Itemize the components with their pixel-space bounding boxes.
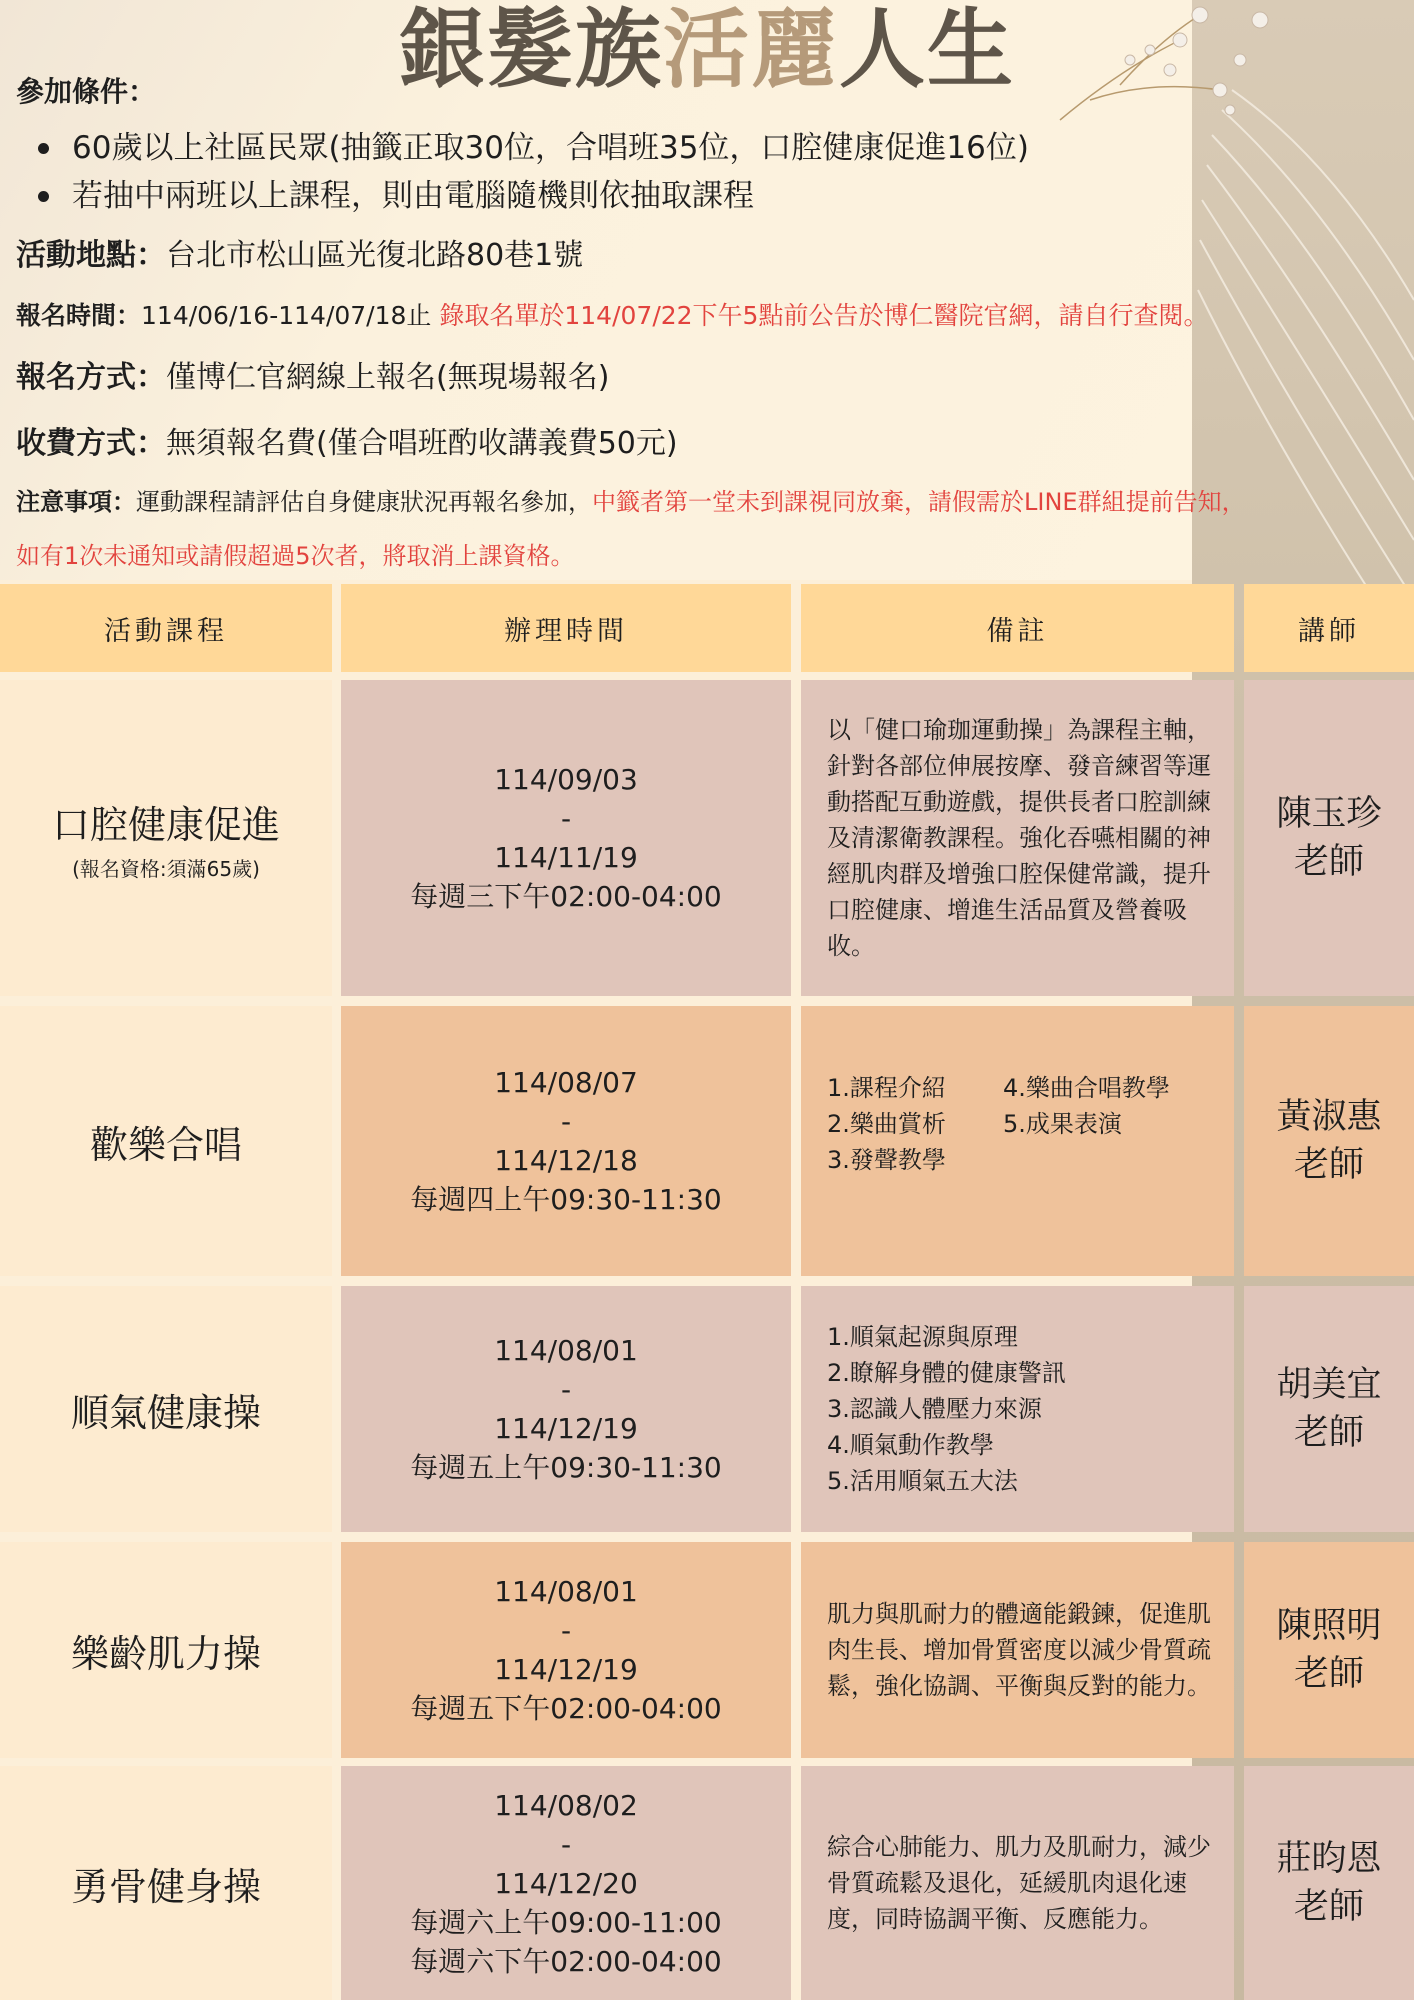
fee-label: 收費方式：: [16, 426, 166, 461]
notes-label: 注意事項：: [16, 488, 136, 516]
page-title: [0, 0, 1414, 100]
header-note: 備註: [801, 584, 1234, 672]
course-cell: [0, 680, 332, 996]
note-cell: [801, 1006, 1234, 1276]
start-date: 114/08/02: [494, 1788, 638, 1822]
notes-warning: 中籤者第一堂未到課視同放棄，請假需於LINE群組提前告知，: [592, 488, 1246, 516]
title-part-1: 銀髮族: [399, 0, 663, 100]
registration-time-line: [16, 296, 1208, 336]
note-text: 肌力與肌耐力的體適能鍛鍊，促進肌肉生長、增加骨質密度以減少骨質疏鬆，強化協調、平衡與反對的能力。: [827, 1600, 1211, 1700]
location-value: 台北市松山區光復北路80巷1號: [166, 238, 584, 273]
note-text: 綜合心肺能力、肌力及肌耐力，減少骨質疏鬆及退化，延緩肌肉退化速度，同時協調平衡、反應能力。: [827, 1833, 1211, 1933]
note-item: 3.發聲教學: [827, 1146, 946, 1174]
note-list: [827, 1319, 1066, 1499]
date-separator: -: [560, 1614, 572, 1647]
note-item: [1003, 1142, 1223, 1178]
note-item: 1.順氣起源與原理: [827, 1323, 1018, 1351]
date-separator: -: [560, 1827, 572, 1861]
note-item: 4.順氣動作教學: [827, 1431, 994, 1459]
teacher-title: 老師: [1293, 1887, 1364, 1927]
start-date: 114/08/01: [494, 1334, 638, 1367]
conditions-heading: [16, 72, 156, 112]
teacher-title: 老師: [1293, 1654, 1364, 1694]
fee-line: [16, 424, 678, 464]
end-date: 114/12/18: [494, 1144, 638, 1177]
date-separator: -: [560, 1105, 572, 1138]
time-cell: [341, 1766, 791, 2000]
registration-time-value: 114/06/16-114/07/18止: [141, 301, 432, 330]
registration-result-notice: 錄取名單於114/07/22下午5點前公告於博仁醫院官網，請自行查閱。: [439, 301, 1209, 330]
time-cell: [341, 680, 791, 996]
note-item: 4.樂曲合唱教學: [1003, 1074, 1170, 1102]
course-name: 口腔健康促進: [51, 803, 280, 847]
course-cell: [0, 1286, 332, 1532]
course-name: 勇骨健身操: [70, 1864, 261, 1909]
weekly-schedule: 每週六下午02:00-04:00: [410, 1944, 722, 1978]
course-cell: [0, 1006, 332, 1276]
weekly-schedule: 每週五下午02:00-04:00: [410, 1692, 722, 1725]
weekly-schedule: 每週三下午02:00-04:00: [410, 880, 722, 913]
teacher-title: 老師: [1293, 842, 1364, 882]
start-date: 114/09/03: [494, 763, 638, 796]
note-list: [827, 1070, 1223, 1178]
note-cell: [801, 1286, 1234, 1532]
notes-warning-cont: 如有1次未通知或請假超過5次者，將取消上課資格。: [16, 542, 575, 570]
note-cell: [801, 1542, 1234, 1758]
course-name: 順氣健康操: [70, 1390, 261, 1435]
start-date: 114/08/01: [494, 1575, 638, 1608]
teacher-cell: [1244, 1006, 1414, 1276]
title-part-3: 人生: [839, 0, 1015, 100]
date-separator: -: [560, 1373, 572, 1406]
conditions-list: [38, 124, 1029, 220]
condition-item: 60歲以上社區民眾(抽籤正取30位，合唱班35位，口腔健康促進16位): [38, 124, 1029, 172]
teacher-cell: [1244, 680, 1414, 996]
fee-value: 無須報名費(僅合唱班酌收講義費50元): [166, 426, 678, 461]
conditions-label: 參加條件：: [16, 75, 157, 108]
time-cell: [341, 1006, 791, 1276]
note-item: 5.活用順氣五大法: [827, 1467, 1018, 1495]
end-date: 114/12/20: [494, 1866, 638, 1900]
condition-item: 若抽中兩班以上課程，則由電腦隨機則依抽取課程: [38, 172, 1029, 220]
end-date: 114/11/19: [494, 841, 638, 874]
registration-method-label: 報名方式：: [16, 360, 166, 395]
teacher-cell: [1244, 1542, 1414, 1758]
teacher-cell: [1244, 1766, 1414, 2000]
registration-time-label: 報名時間：: [16, 301, 142, 330]
time-cell: [341, 1542, 791, 1758]
course-name: 樂齡肌力操: [70, 1631, 261, 1676]
teacher-title: 老師: [1293, 1145, 1364, 1185]
location-label: 活動地點：: [16, 238, 166, 273]
date-separator: -: [560, 802, 572, 835]
registration-method-line: [16, 358, 609, 398]
weekly-schedule: 每週四上午09:30-11:30: [410, 1183, 722, 1216]
course-name: 歡樂合唱: [89, 1122, 242, 1167]
course-eligibility: (報名資格:須滿65歲): [72, 857, 260, 881]
note-item: 1.課程介紹: [827, 1074, 946, 1102]
teacher-name: 黃淑惠: [1276, 1097, 1382, 1137]
weekly-schedule: 每週五上午09:30-11:30: [410, 1451, 722, 1484]
note-text: 以「健口瑜珈運動操」為課程主軸，針對各部位伸展按摩、發音練習等運動搭配互動遊戲，提供長者口腔訓練及清潔衛教課程。強化吞嚥相關的神經肌肉群及增強口腔保健常識，提升口腔健康、增進生活品質及營養吸收。: [827, 716, 1211, 960]
note-item: 2.樂曲賞析: [827, 1110, 946, 1138]
end-date: 114/12/19: [494, 1653, 638, 1686]
note-cell: [801, 680, 1234, 996]
note-item: 2.瞭解身體的健康警訊: [827, 1359, 1066, 1387]
note-cell: [801, 1766, 1234, 2000]
teacher-name: 陳玉珍: [1276, 794, 1382, 834]
teacher-name: 莊昀恩: [1276, 1839, 1382, 1879]
header-course: 活動課程: [0, 584, 332, 672]
note-item: 5.成果表演: [1003, 1110, 1122, 1138]
teacher-name: 胡美宜: [1276, 1365, 1382, 1405]
time-cell: [341, 1286, 791, 1532]
teacher-cell: [1244, 1286, 1414, 1532]
weekly-schedule: 每週六上午09:00-11:00: [410, 1905, 722, 1939]
location-line: [16, 236, 583, 276]
header-time: 辦理時間: [341, 584, 791, 672]
teacher-title: 老師: [1293, 1413, 1364, 1453]
end-date: 114/12/19: [494, 1412, 638, 1445]
teacher-name: 陳照明: [1276, 1606, 1382, 1646]
course-cell: [0, 1766, 332, 2000]
header-teacher: 講師: [1244, 584, 1414, 672]
title-part-2: 活麗: [663, 0, 839, 100]
notes-text: 運動課程請評估自身健康狀況再報名參加，: [136, 488, 592, 516]
course-cell: [0, 1542, 332, 1758]
registration-method-value: 僅博仁官網線上報名(無現場報名): [166, 360, 610, 395]
notes-line: [16, 482, 1246, 522]
start-date: 114/08/07: [494, 1066, 638, 1099]
note-item: 3.認識人體壓力來源: [827, 1395, 1042, 1423]
